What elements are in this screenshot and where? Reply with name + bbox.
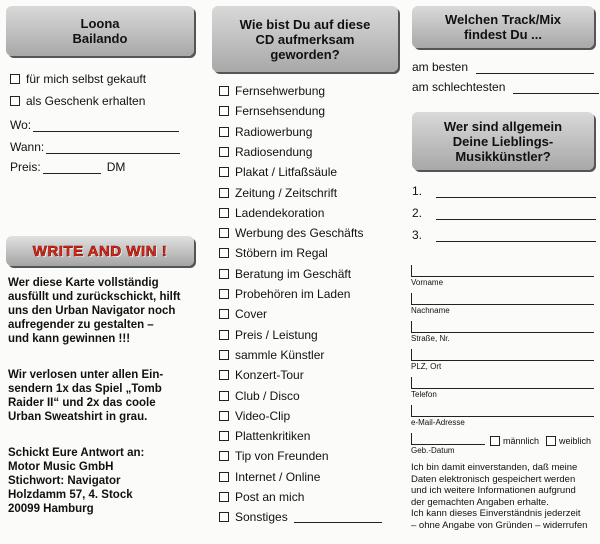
cd-option[interactable] — [219, 165, 337, 179]
header-line: Wer sind allgemein — [443, 118, 563, 134]
currency-label: DM — [106, 160, 126, 174]
address-telefon[interactable] — [411, 388, 594, 399]
text-line: Stichwort: Navigator — [8, 475, 121, 487]
field-preis[interactable] — [10, 160, 125, 174]
cd-option[interactable] — [219, 246, 328, 260]
checkbox[interactable] — [219, 228, 229, 238]
field-caption: Telefon — [411, 390, 437, 399]
artists-header — [412, 112, 594, 170]
text-line: der gemachten Angaben erhalte. — [411, 496, 549, 508]
header-line: Loona — [80, 16, 120, 31]
cd-option[interactable] — [219, 287, 350, 301]
cd-option[interactable] — [219, 226, 364, 240]
checkbox[interactable] — [219, 127, 229, 137]
gender-label: weiblich — [559, 436, 592, 446]
option-label: Werbung des Geschäfts — [235, 226, 364, 241]
text-line: sendern 1x das Spiel „Tomb — [8, 383, 162, 395]
write-and-win-title: WRITE AND WIN ! — [32, 242, 168, 260]
write-and-win-header — [6, 236, 194, 266]
header-line: Welchen Track/Mix — [444, 12, 562, 27]
cd-option[interactable] — [219, 429, 310, 443]
checkbox[interactable] — [219, 106, 229, 116]
option-label: Plakat / Litfaßsäule — [235, 165, 338, 180]
artist-rank-1[interactable] — [412, 184, 596, 198]
text-line: Motor Music GmbH — [8, 461, 114, 473]
text-line: Schickt Eure Antwort an: — [8, 447, 145, 459]
checkbox[interactable] — [219, 492, 229, 502]
checkbox[interactable] — [219, 512, 229, 522]
checkbox[interactable] — [219, 309, 229, 319]
address-vorname[interactable] — [411, 276, 594, 287]
field-line[interactable] — [436, 230, 596, 242]
checkbox[interactable] — [219, 350, 229, 360]
option-label: als Geschenk erhalten — [26, 94, 146, 108]
field-wann[interactable] — [10, 140, 180, 154]
checkbox[interactable] — [219, 431, 229, 441]
field-line[interactable] — [436, 186, 596, 198]
cd-option[interactable] — [219, 328, 318, 342]
field-caption: Straße, Nr. — [411, 334, 450, 343]
text-line: uns den Urban Navigator noch — [8, 305, 176, 317]
checkbox[interactable] — [219, 411, 229, 421]
gender-label: männlich — [503, 436, 540, 446]
option-label: Club / Disco — [235, 388, 300, 403]
text-line: Ich kann dieses Einverständnis jederzeit — [411, 508, 581, 519]
cd-option[interactable] — [219, 186, 337, 200]
option-label: Fernsehwerbung — [235, 84, 326, 98]
rank-label: 3. — [412, 228, 423, 242]
field-caption: Geb.-Datum — [411, 446, 455, 455]
option-label: Radiosendung — [235, 144, 313, 159]
option-gift[interactable] — [10, 94, 145, 108]
option-label: Fernsehsendung — [235, 104, 326, 119]
checkbox[interactable] — [219, 391, 229, 401]
option-label: für mich selbst gekauft — [26, 72, 147, 86]
header-line: geworden? — [270, 46, 340, 62]
cd-option[interactable] — [219, 490, 304, 504]
checkbox[interactable] — [10, 74, 20, 84]
text-line: Daten elektronisch gespeichert werden — [411, 473, 576, 485]
cd-option[interactable] — [219, 84, 325, 98]
field-line[interactable] — [513, 82, 599, 94]
contest-paragraph-1 — [8, 276, 198, 346]
option-label: Preis / Leistung — [235, 327, 318, 342]
address-email[interactable] — [411, 416, 594, 427]
header-line: Deine Lieblings- — [452, 133, 554, 149]
option-label: Stöbern im Regal — [235, 246, 328, 261]
text-line: Wir verlosen unter allen Ein- — [8, 369, 164, 381]
artist-rank-3[interactable] — [412, 228, 596, 242]
checkbox[interactable] — [219, 451, 229, 461]
option-label: Ladendekoration — [235, 205, 325, 220]
checkbox[interactable] — [219, 188, 229, 198]
field-label: Wo: — [10, 118, 32, 132]
loona-header — [6, 6, 194, 56]
checkbox[interactable] — [219, 167, 229, 177]
address-strasse[interactable] — [411, 332, 594, 343]
field-line[interactable] — [436, 208, 596, 220]
field-line[interactable] — [33, 120, 179, 132]
cd-option[interactable] — [219, 389, 300, 403]
checkbox[interactable] — [219, 208, 229, 218]
cd-option[interactable] — [219, 125, 312, 139]
gender-female[interactable] — [546, 436, 591, 446]
field-line[interactable] — [46, 142, 180, 154]
text-line: – ohne Angabe von Gründen – widerrufen — [411, 519, 588, 531]
field-line[interactable] — [43, 162, 101, 174]
contest-address — [8, 446, 198, 516]
field-caption: Vorname — [411, 278, 444, 287]
checkbox[interactable] — [219, 269, 229, 279]
track-best-field[interactable] — [412, 60, 594, 74]
checkbox[interactable] — [219, 289, 229, 299]
checkbox[interactable] — [219, 147, 229, 157]
cd-option[interactable] — [219, 307, 267, 321]
option-label: Tip von Freunden — [235, 449, 329, 464]
address-nachname[interactable] — [411, 304, 594, 315]
field-wo[interactable] — [10, 118, 179, 132]
contest-paragraph-2 — [8, 368, 198, 424]
cd-option[interactable] — [219, 510, 382, 524]
checkbox[interactable] — [219, 370, 229, 380]
artist-rank-2[interactable] — [412, 206, 596, 220]
option-label: sammle Künstler — [235, 347, 325, 362]
text-line: Ich bin damit einverstanden, daß meine — [411, 462, 578, 473]
text-line: Urban Sweatshirt in grau. — [8, 411, 148, 423]
checkbox[interactable] — [219, 86, 229, 96]
cd-option[interactable] — [219, 449, 329, 463]
cd-option[interactable] — [219, 368, 304, 382]
field-caption: e-Mail-Adresse — [411, 418, 465, 427]
header-line: Musikkünstler? — [455, 148, 551, 164]
header-line: Bailando — [72, 31, 128, 46]
header-line: Wie bist Du auf diese — [239, 16, 371, 32]
cd-option[interactable] — [219, 104, 325, 118]
field-label: Wann: — [10, 140, 45, 154]
gender-male[interactable] — [490, 436, 539, 446]
option-label: Cover — [235, 307, 268, 322]
rank-label: 2. — [412, 206, 423, 220]
option-label: Plattenkritiken — [235, 429, 311, 444]
text-line: aufregender zu gestalten – — [8, 319, 154, 331]
text-line: Wer diese Karte vollständig — [8, 277, 159, 289]
address-birthdate[interactable] — [411, 444, 485, 455]
cd-option[interactable] — [219, 206, 324, 220]
option-label: Video-Clip — [235, 408, 291, 423]
field-line[interactable] — [294, 511, 382, 523]
cd-option[interactable] — [219, 470, 320, 484]
cd-option[interactable] — [219, 145, 312, 159]
track-header — [412, 6, 594, 48]
field-caption: Nachname — [411, 306, 450, 315]
checkbox[interactable] — [219, 472, 229, 482]
track-worst-field[interactable] — [412, 80, 599, 94]
track-worst-label: am schlechtesten — [412, 80, 506, 94]
text-line: 20099 Hamburg — [8, 503, 94, 515]
checkbox[interactable] — [490, 436, 500, 446]
text-line: Holzdamm 57, 4. Stock — [8, 489, 133, 501]
consent-text — [411, 462, 597, 531]
option-label: Konzert-Tour — [235, 368, 304, 383]
text-line: und ich weitere Informationen aufgrund — [411, 485, 576, 496]
text-line: und kann gewinnen !!! — [8, 333, 131, 345]
checkbox[interactable] — [10, 96, 20, 106]
option-self-bought[interactable] — [10, 72, 146, 86]
checkbox[interactable] — [219, 330, 229, 340]
option-label: Zeitung / Zeitschrift — [235, 185, 338, 200]
field-caption: PLZ, Ort — [411, 362, 442, 371]
option-label: Probehören im Laden — [235, 287, 351, 301]
text-line: Raider II“ und 2x das coole — [8, 397, 156, 409]
address-plz-ort[interactable] — [411, 360, 594, 371]
option-label: Radiowerbung — [235, 124, 313, 139]
option-label: Sonstiges — [235, 510, 288, 525]
option-label: Beratung im Geschäft — [235, 266, 352, 281]
checkbox[interactable] — [546, 436, 556, 446]
field-line[interactable] — [476, 62, 594, 74]
field-label: Preis: — [10, 160, 41, 174]
rank-label: 1. — [412, 184, 423, 198]
cd-option[interactable] — [219, 348, 324, 362]
track-best-label: am besten — [412, 60, 469, 74]
text-line: ausfüllt und zurückschickt, hilft — [8, 291, 181, 303]
header-line: CD aufmerksam — [255, 31, 355, 47]
header-line: findest Du ... — [464, 27, 542, 42]
option-label: Post an mich — [235, 490, 305, 504]
option-label: Internet / Online — [235, 469, 321, 484]
cd-option[interactable] — [219, 409, 290, 423]
checkbox[interactable] — [219, 248, 229, 258]
cd-question-header — [212, 6, 398, 72]
cd-option[interactable] — [219, 267, 351, 281]
